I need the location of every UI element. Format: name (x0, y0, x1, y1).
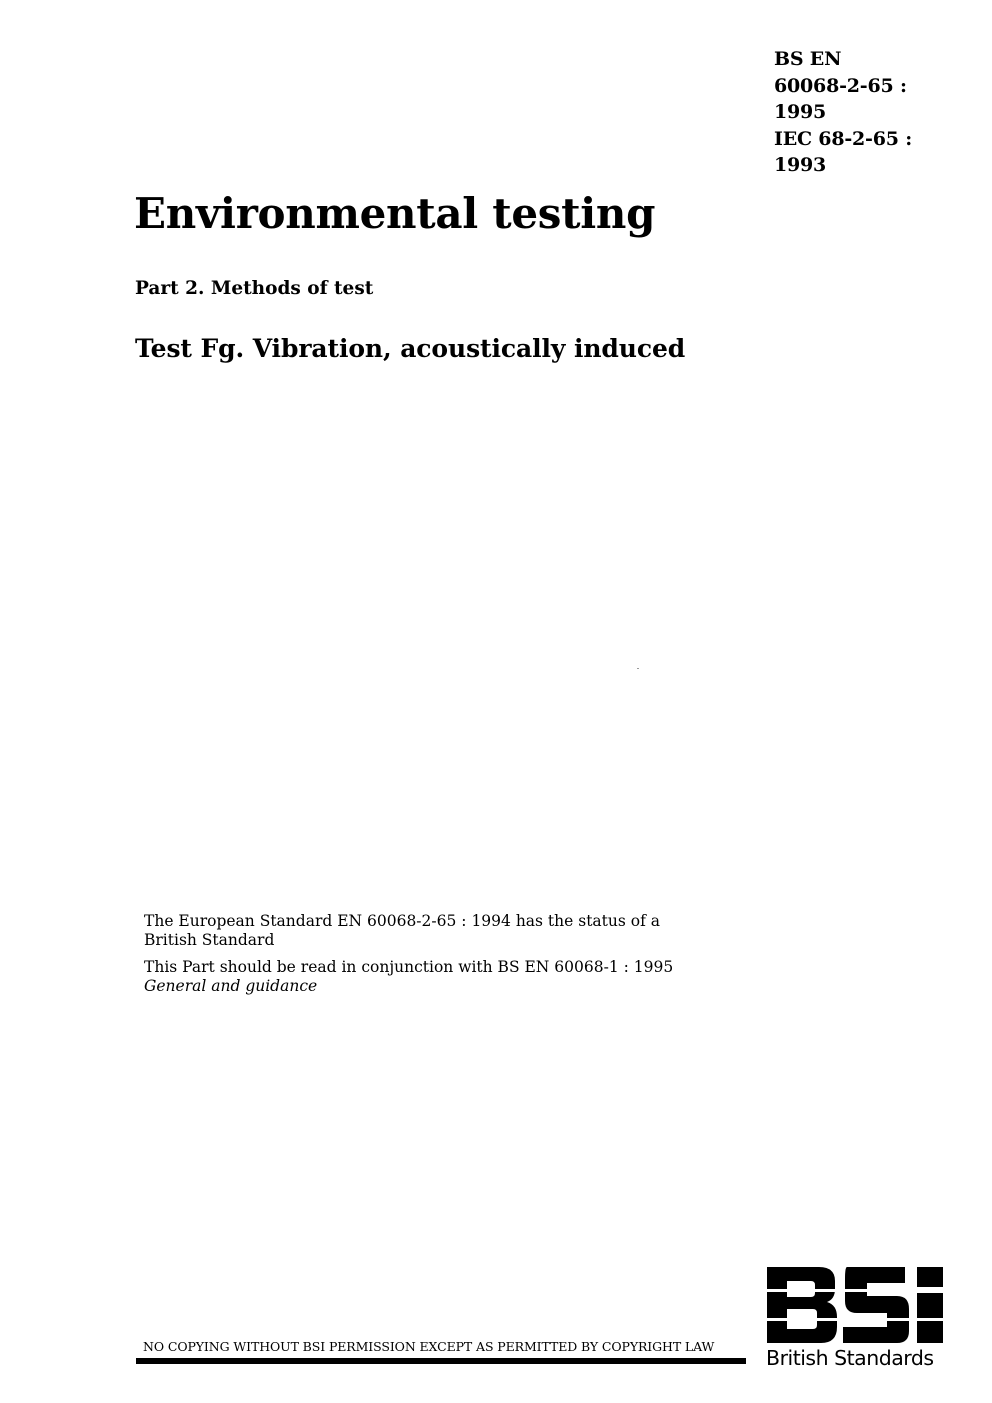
copyright-notice: NO COPYING WITHOUT BSI PERMISSION EXCEPT AS PERMITTED BY COPYRIGHT LAW (143, 1339, 715, 1354)
conjunction-note (144, 958, 704, 996)
standard-number-line: BS EN (774, 48, 842, 70)
document-title: Environmental testing (134, 189, 656, 238)
standard-number-line: 1995 (774, 101, 827, 123)
logo-caption: British Standards (766, 1346, 934, 1370)
status-note: The European Standard EN 60068-2-65 : 1994 has the status of a British Standard (144, 912, 660, 949)
standard-number-line: 60068-2-65 : (774, 74, 907, 97)
standard-number-line: 1993 (774, 154, 827, 176)
standard-number-block (774, 46, 974, 179)
test-subtitle: Test Fg. Vibration, acoustically induced (135, 334, 686, 363)
part-heading: Part 2. Methods of test (135, 278, 374, 299)
conjunction-reference-title: General and guidance (144, 977, 318, 995)
conjunction-text: This Part should be read in conjunction with BS EN 60068-1 : 1995 (144, 958, 674, 976)
status-notes (144, 912, 704, 1004)
footer-rule (136, 1358, 746, 1364)
standard-number-line: IEC 68-2-65 : (774, 127, 913, 150)
scan-speck (637, 668, 639, 669)
